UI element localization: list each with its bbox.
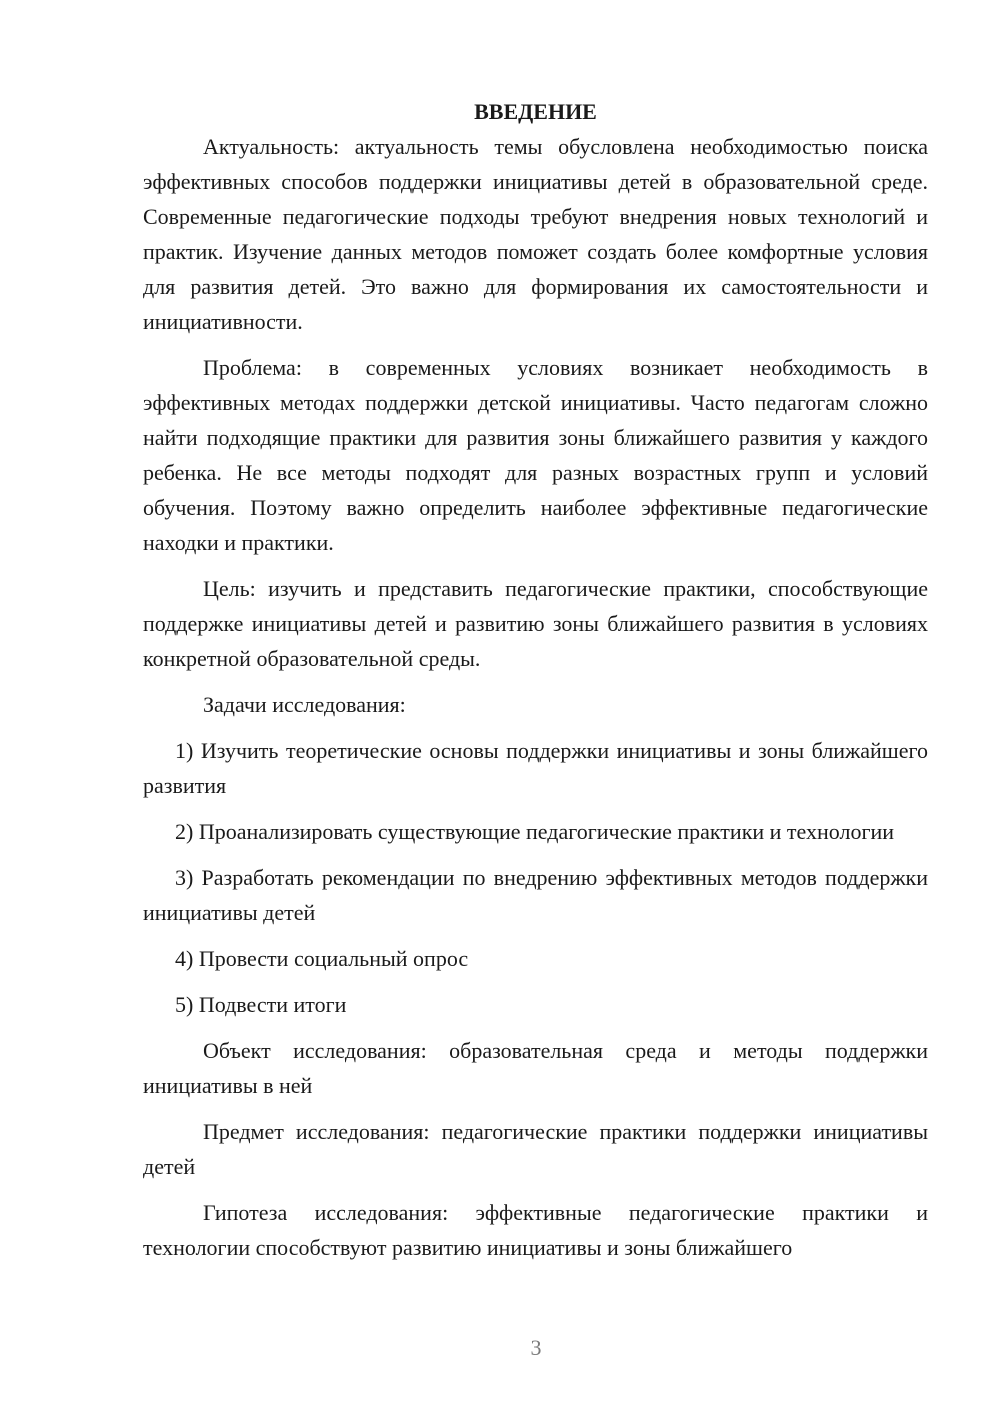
paragraph-problem: Проблема: в современных условиях возникает необходимость в эффективных методах поддержки детской инициативы. Часто педагогам сложно найти подходящие практики для развития зоны ближайшего развития у каждого ребенка. Не все методы подходят для разных возрастных групп и условий обучения. Поэтому важно определить наиболее эффективные педагогические находки и практики. — [143, 355, 928, 555]
paragraph-hypothesis: Гипотеза исследования: эффективные педагогические практики и технологии способствуют развитию инициативы и зоны ближайшего — [143, 1200, 928, 1260]
task-item-4: 4) Провести социальный опрос — [175, 946, 469, 971]
task-item-5: 5) Подвести итоги — [175, 992, 347, 1017]
section-title: ВВЕДЕНИЕ — [474, 99, 597, 124]
page-content — [143, 94, 928, 1276]
tasks-heading: Задачи исследования: — [203, 692, 406, 717]
paragraph-subject: Предмет исследования: педагогические практики поддержки инициативы детей — [143, 1119, 928, 1179]
paragraph-goal: Цель: изучить и представить педагогические практики, способствующие поддержке инициативы детей и развитию зоны ближайшего развития в условиях конкретной образовательной среды. — [143, 576, 928, 671]
task-item-1: 1) Изучить теоретические основы поддержки инициативы и зоны ближайшего развития — [143, 738, 928, 798]
task-item-2: 2) Проанализировать существующие педагогические практики и технологии — [175, 819, 895, 844]
paragraph-object: Объект исследования: образовательная среда и методы поддержки инициативы в ней — [143, 1038, 928, 1098]
task-item-3: 3) Разработать рекомендации по внедрению эффективных методов поддержки инициативы детей — [143, 865, 928, 925]
paragraph-relevance: Актуальность: актуальность темы обусловлена необходимостью поиска эффективных способов поддержки инициативы детей в образовательной среде. Современные педагогические подходы требуют внедрения новых технологий и практик. Изучение данных методов поможет создать более комфортные условия для развития детей. Это важно для формирования их самостоятельности и инициативности. — [143, 134, 928, 334]
page-number: 3 — [530, 1335, 542, 1360]
